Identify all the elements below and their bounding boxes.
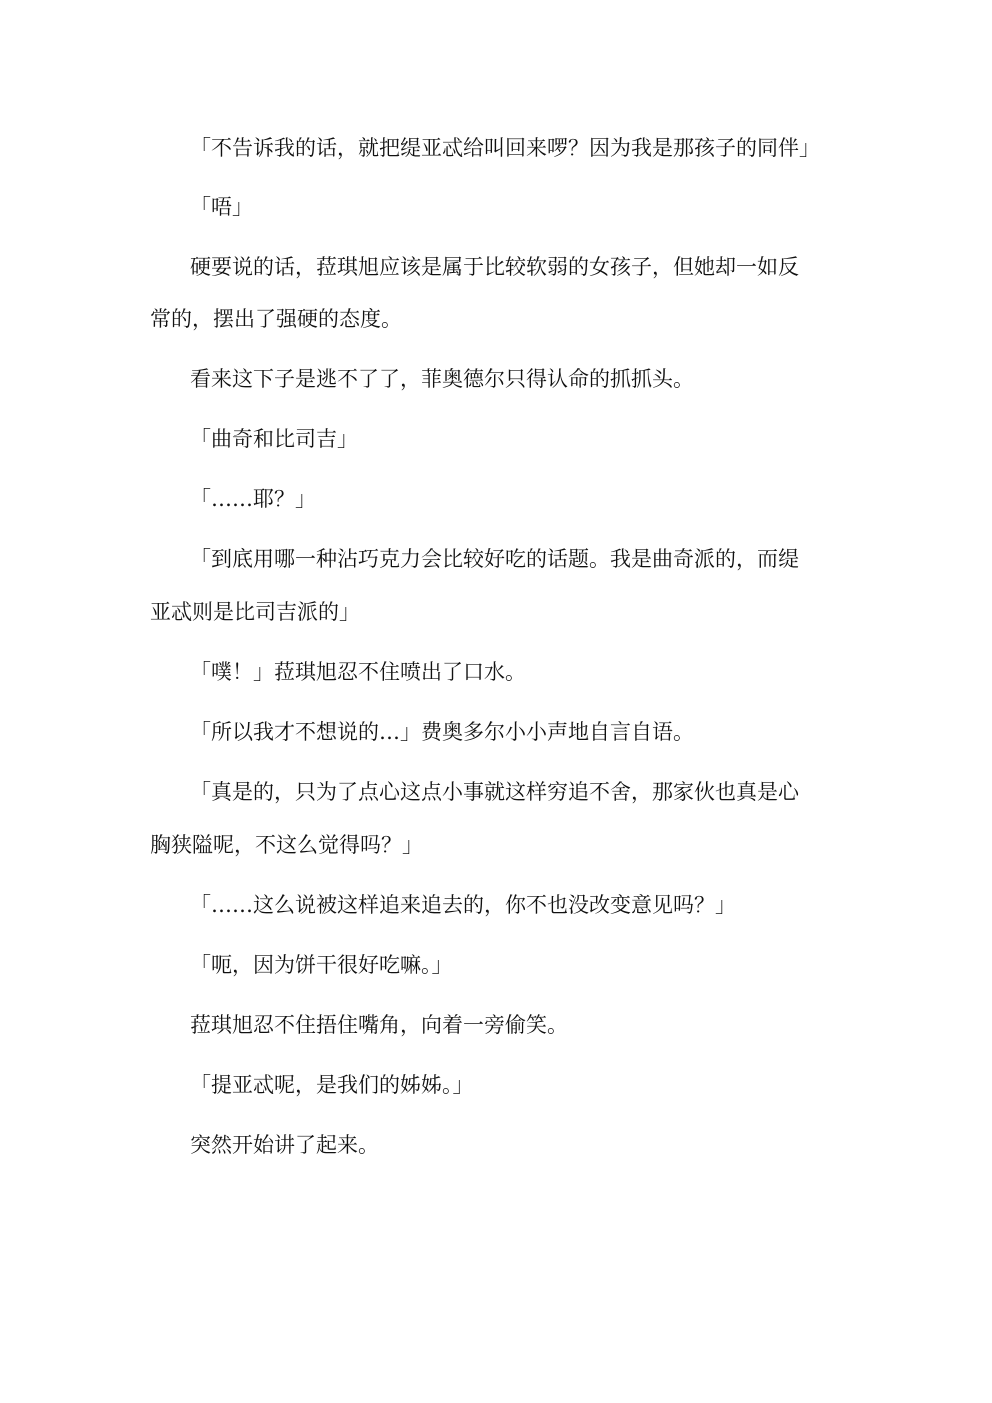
paragraph-line: 「呃，因为饼干很好吃嘛。」 bbox=[190, 953, 453, 977]
paragraph-line: 菈琪旭忍不住捂住嘴角，向着一旁偷笑。 bbox=[190, 1013, 568, 1037]
paragraph-line: 「噗！」菈琪旭忍不住喷出了口水。 bbox=[190, 660, 526, 684]
paragraph-line: 「不告诉我的话，就把缇亚忒给叫回来啰？因为我是那孩子的同伴」 bbox=[190, 136, 820, 160]
paragraph-line: 胸狭隘呢，不这么觉得吗？」 bbox=[150, 833, 423, 857]
paragraph-line: 「曲奇和比司吉」 bbox=[190, 427, 358, 451]
paragraph-line: 看来这下子是逃不了了，菲奥德尔只得认命的抓抓头。 bbox=[190, 367, 694, 391]
paragraph-line: 「唔」 bbox=[190, 195, 253, 219]
paragraph-line: 「真是的，只为了点心这点小事就这样穷追不舍，那家伙也真是心 bbox=[190, 780, 799, 804]
paragraph-line: 「所以我才不想说的…」费奥多尔小小声地自言自语。 bbox=[190, 720, 694, 744]
paragraph-line: 「……耶？」 bbox=[190, 487, 316, 511]
paragraph-line: 「……这么说被这样追来追去的，你不也没改变意见吗？」 bbox=[190, 893, 736, 917]
paragraph-line: 突然开始讲了起来。 bbox=[190, 1133, 379, 1157]
paragraph-line: 亚忒则是比司吉派的」 bbox=[150, 600, 360, 624]
paragraph-line: 「提亚忒呢，是我们的姊姊。」 bbox=[190, 1073, 474, 1097]
paragraph-line: 常的，摆出了强硬的态度。 bbox=[150, 307, 402, 331]
paragraph-line: 硬要说的话，菈琪旭应该是属于比较软弱的女孩子，但她却一如反 bbox=[190, 255, 799, 279]
paragraph-line: 「到底用哪一种沾巧克力会比较好吃的话题。我是曲奇派的，而缇 bbox=[190, 547, 799, 571]
